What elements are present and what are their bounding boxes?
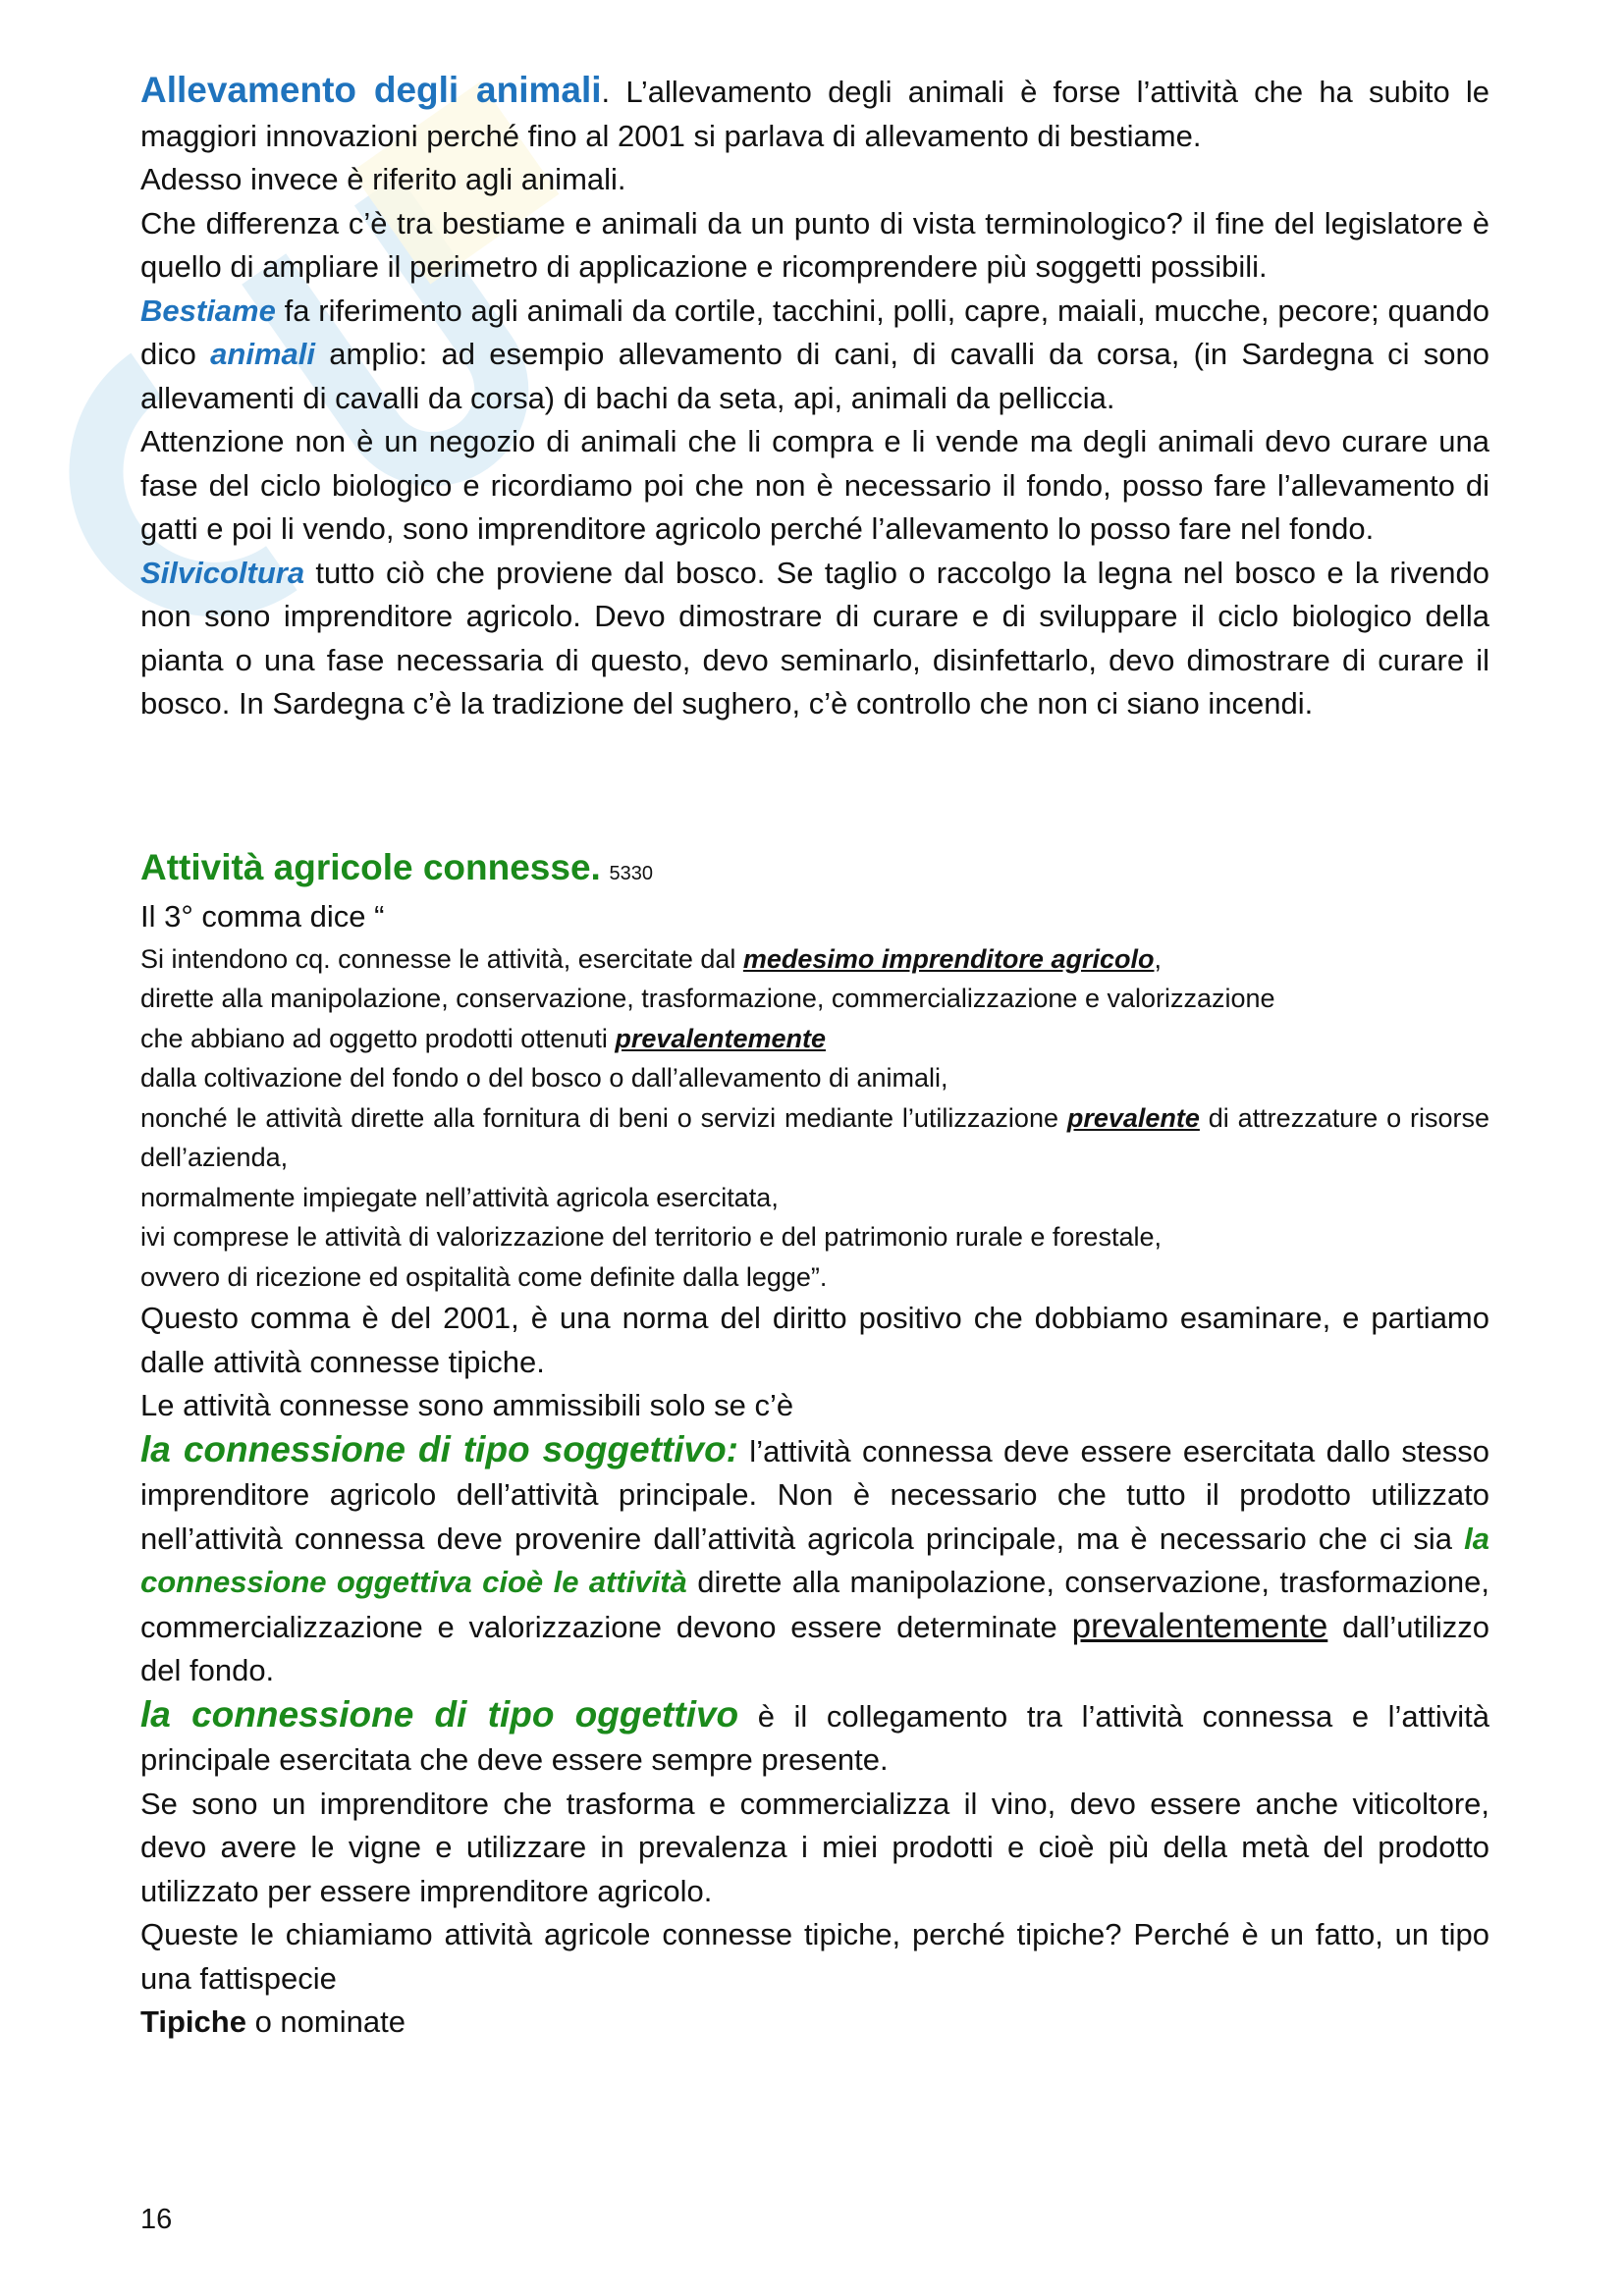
quote-line-4: dalla coltivazione del fondo o del bosco o dall’allevamento di animali,: [140, 1063, 948, 1093]
quote-line-8: ovvero di ricezione ed ospitalità come definite dalla legge”.: [140, 1261, 828, 1292]
emphasis-prevalentemente: prevalentemente: [615, 1023, 826, 1053]
section1-paragraph-difference: Che differenza c’è tra bestiame e animali da un punto di vista terminologico? il fine del legislatore è quello di ampliare il perimetro di applicazione e ricomprendere più soggetti possibili.: [140, 205, 1489, 284]
section1-paragraph-bestiame: Bestiame fa riferimento agli animali da cortile, tacchini, polli, capre, maiali, mucche, pecore; quando dico animali amplio: ad esempio allevamento di cani, di cavalli da corsa, (in Sardegna ci sono allevamenti di cavalli da corsa) di bachi da seta, api, animali da pelliccia.: [140, 293, 1489, 415]
quote-line-2: dirette alla manipolazione, conservazione, trasformazione, commercializzazione e valorizzazione: [140, 984, 1275, 1013]
section2-paragraph-ammissibili: Le attività connesse sono ammissibili solo se c’è: [140, 1388, 794, 1422]
section-title-connesse: Attività agricole connesse: [140, 846, 591, 887]
term-animali: animali: [210, 337, 315, 371]
emphasis-prevalentemente-big: prevalentemente: [1071, 1606, 1328, 1645]
section2-paragraph-oggettivo: la connessione di tipo oggettivo è il collegamento tra l’attività connessa e l’attività principale esercitata che deve essere sempre presente.: [140, 1693, 1489, 1777]
section1-paragraph-silvicoltura: Silvicoltura tutto ciò che proviene dal bosco. Se taglio o raccolgo la legna nel bosco e la rivendo non sono imprenditore agricolo. Devo dimostrare di curare e di sviluppare il ciclo biologico della pianta o una fase necessaria di questo, devo seminarlo, disinfettarlo, devo dimostrare di curare il bosco. In Sardegna c’è la tradizione del sughero, c’è controllo che non ci siano incendi.: [140, 555, 1489, 721]
term-connessione-oggettiva: la connessione oggettiva cioè le attività: [140, 1521, 1489, 1599]
emphasis-prevalente: prevalente: [1066, 1102, 1200, 1133]
section2-paragraph-vino: Se sono un imprenditore che trasforma e commercializza il vino, devo essere anche viticoltore, devo avere le vigne e utilizzare in prevalenza i miei prodotti e cioè più della metà del prodotto utilizzato per essere imprenditore agricolo.: [140, 1786, 1489, 1908]
section-title-allevamento: Allevamento degli animali: [140, 70, 602, 110]
term-silvicoltura: Silvicoltura: [140, 555, 305, 590]
term-connessione-oggettivo: la connessione di tipo oggettivo: [140, 1693, 739, 1735]
section2-tipiche-line: Tipiche o nominate: [140, 2004, 406, 2039]
quote-line-6: normalmente impiegate nell’attività agricola esercitata,: [140, 1182, 779, 1212]
quote-line-1: Si intendono cq. connesse le attività, esercitate dal medesimo imprenditore agricolo,: [140, 943, 1162, 974]
section2-paragraph-soggettivo: la connessione di tipo soggettivo: l’attività connessa deve essere esercitata dallo stesso imprenditore agricolo dell’attività principale. Non è necessario che tutto il prodotto utilizzato nell’attività connessa deve provenire dall’attività agricola principale, ma è necessario che ci sia la connessione oggettiva cioè le attività dirette alla manipolazione, conservazione, trasformazione, commercializzazione e valorizzazione devono essere determinate prevalentemente dall’utilizzo del fondo.: [140, 1428, 1490, 1687]
section1-paragraph-intro: Allevamento degli animali. L’allevamento degli animali è forse l’attività che ha subito le maggiori innovazioni perché fino al 2001 si parlava di allevamento di bestiame.: [140, 70, 1489, 153]
section2-paragraph-tipiche: Queste le chiamiamo attività agricole connesse tipiche, perché tipiche? Perché è un fatto, un tipo una fattispecie: [140, 1917, 1489, 1996]
section1-line2: Adesso invece è riferito agli animali.: [140, 162, 626, 196]
section2-heading: Attività agricole connesse. 5330: [140, 846, 653, 887]
emphasis-medesimo-imprenditore: medesimo imprenditore agricolo: [742, 943, 1155, 974]
term-connessione-soggettivo: la connessione di tipo soggettivo:: [140, 1428, 738, 1469]
page-reference: 5330: [609, 862, 653, 884]
comma-intro: Il 3° comma dice “: [140, 899, 385, 934]
term-tipiche: Tipiche: [140, 2004, 246, 2039]
quote-line-5: nonché le attività dirette alla fornitura di beni o servizi mediante l’utilizzazione prevalente di attrezzature o risorse dell’azienda,: [140, 1102, 1489, 1172]
quote-line-3: che abbiano ad oggetto prodotti ottenuti prevalentemente: [140, 1023, 826, 1053]
section1-paragraph-attenzione: Attenzione non è un negozio di animali che li compra e li vende ma degli animali devo curare una fase del ciclo biologico e ricordiamo poi che non è necessario il fondo, posso fare l’allevamento di gatti e poi li vendo, sono imprenditore agricolo perché l’allevamento lo posso fare nel fondo.: [140, 424, 1489, 546]
document-body: [140, 69, 1489, 2045]
quote-line-7: ivi comprese le attività di valorizzazione del territorio e del patrimonio rurale e forestale,: [140, 1222, 1162, 1252]
spacer: [140, 726, 1489, 846]
page-number: 16: [140, 2204, 173, 2235]
term-bestiame: Bestiame: [140, 293, 276, 328]
section2-paragraph-comma: Questo comma è del 2001, è una norma del diritto positivo che dobbiamo esaminare, e partiamo dalle attività connesse tipiche.: [140, 1301, 1489, 1379]
